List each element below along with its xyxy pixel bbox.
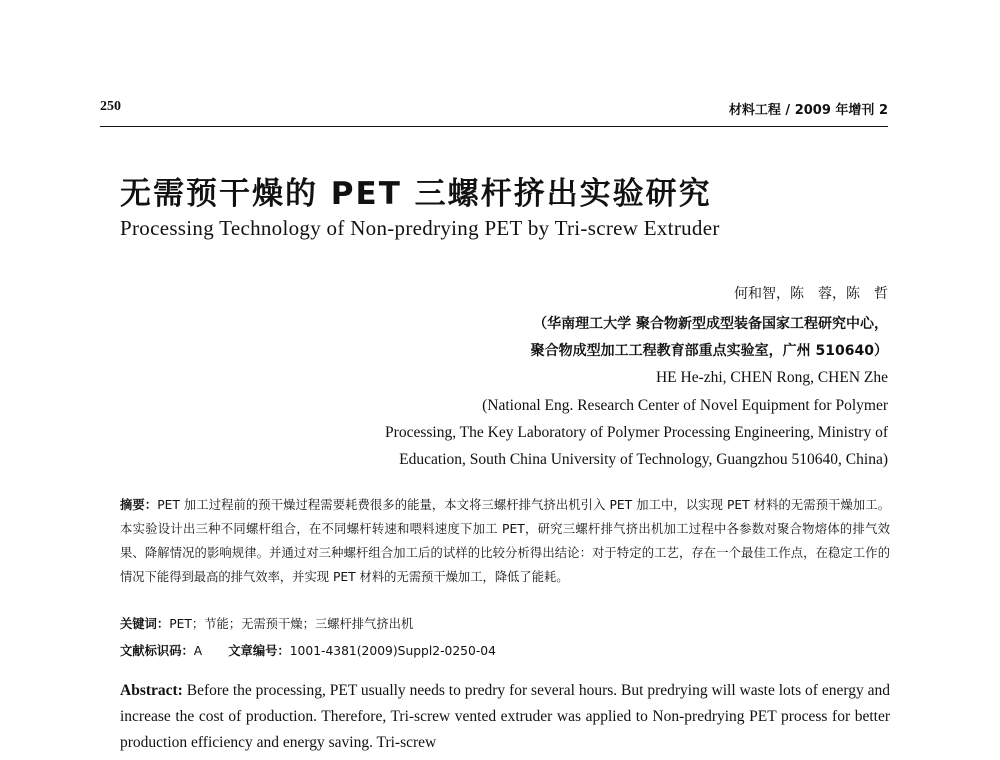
affiliation-english-line-1: (National Eng. Research Center of Novel Equipment for Polymer — [482, 397, 888, 414]
affiliation-chinese-line-1: （华南理工大学 聚合物新型成型装备国家工程研究中心， — [533, 316, 888, 332]
keywords-label: 关键词： — [120, 617, 170, 631]
title-chinese: 无需预干燥的 PET 三螺杆挤出实验研究 — [120, 176, 712, 212]
affiliation-english-line-2: Processing, The Key Laboratory of Polymer Processing Engineering, Ministry of — [385, 424, 888, 441]
article-number-label: 文章编号： — [228, 644, 290, 658]
affiliation-chinese-line-2: 聚合物成型加工工程教育部重点实验室，广州 510640） — [530, 343, 888, 359]
doc-code-value: A — [193, 644, 203, 658]
abstract-chinese-text: PET 加工过程前的预干燥过程需要耗费很多的能量，本文将三螺杆排气挤出机引入 PET 加工中，以实现 PET 材料的无需预干燥加工。本实验设计出三种不同螺杆组合，在不同螺杆转速和喂料速度下加工 PET，研究三螺杆排气挤出机加工过程中各参数对聚合物熔体的排气效果、降解情况的影响规律。并通过对三种螺杆组合加工后的试样的比较分析得出结论：对于特定的工艺，存在一个最佳工作点，在稳定工作的情况下能得到最高的排气效率，并实现 PET 材料的无需预干燥加工，降低了能耗。 — [120, 498, 890, 584]
keywords-text: PET；节能；无需预干燥；三螺杆排气挤出机 — [169, 617, 414, 631]
authors-english: HE He-zhi, CHEN Rong, CHEN Zhe — [655, 369, 888, 386]
authors-chinese: 何和智，陈 蓉，陈 哲 — [734, 286, 888, 302]
abstract-english-text: Before the processing, PET usually needs to predry for several hours. But predrying will waste lots of energy and increase the cost of production. Therefore, Tri-screw vented extruder was applied to Non-predrying PET process for better production efficiency and energy saving. Tri-screw — [120, 682, 890, 751]
abstract-english-label: Abstract: — [120, 682, 183, 699]
abstract-chinese — [120, 493, 890, 589]
abstract-chinese-label: 摘要： — [120, 498, 158, 512]
doc-code-label: 文献标识码： — [120, 644, 194, 658]
page-number: 250 — [100, 99, 121, 114]
article-number-value: 1001-4381(2009)Suppl2-0250-04 — [289, 644, 496, 658]
journal-issue: 材料工程 / 2009 年增刊 2 — [728, 103, 888, 118]
keywords — [120, 614, 413, 632]
header-rule — [100, 126, 888, 127]
abstract-english — [120, 678, 890, 756]
article-meta — [120, 641, 496, 659]
title-english: Processing Technology of Non-predrying PET by Tri-screw Extruder — [120, 216, 720, 240]
affiliation-english-line-3: Education, South China University of Technology, Guangzhou 510640, China) — [399, 451, 888, 468]
